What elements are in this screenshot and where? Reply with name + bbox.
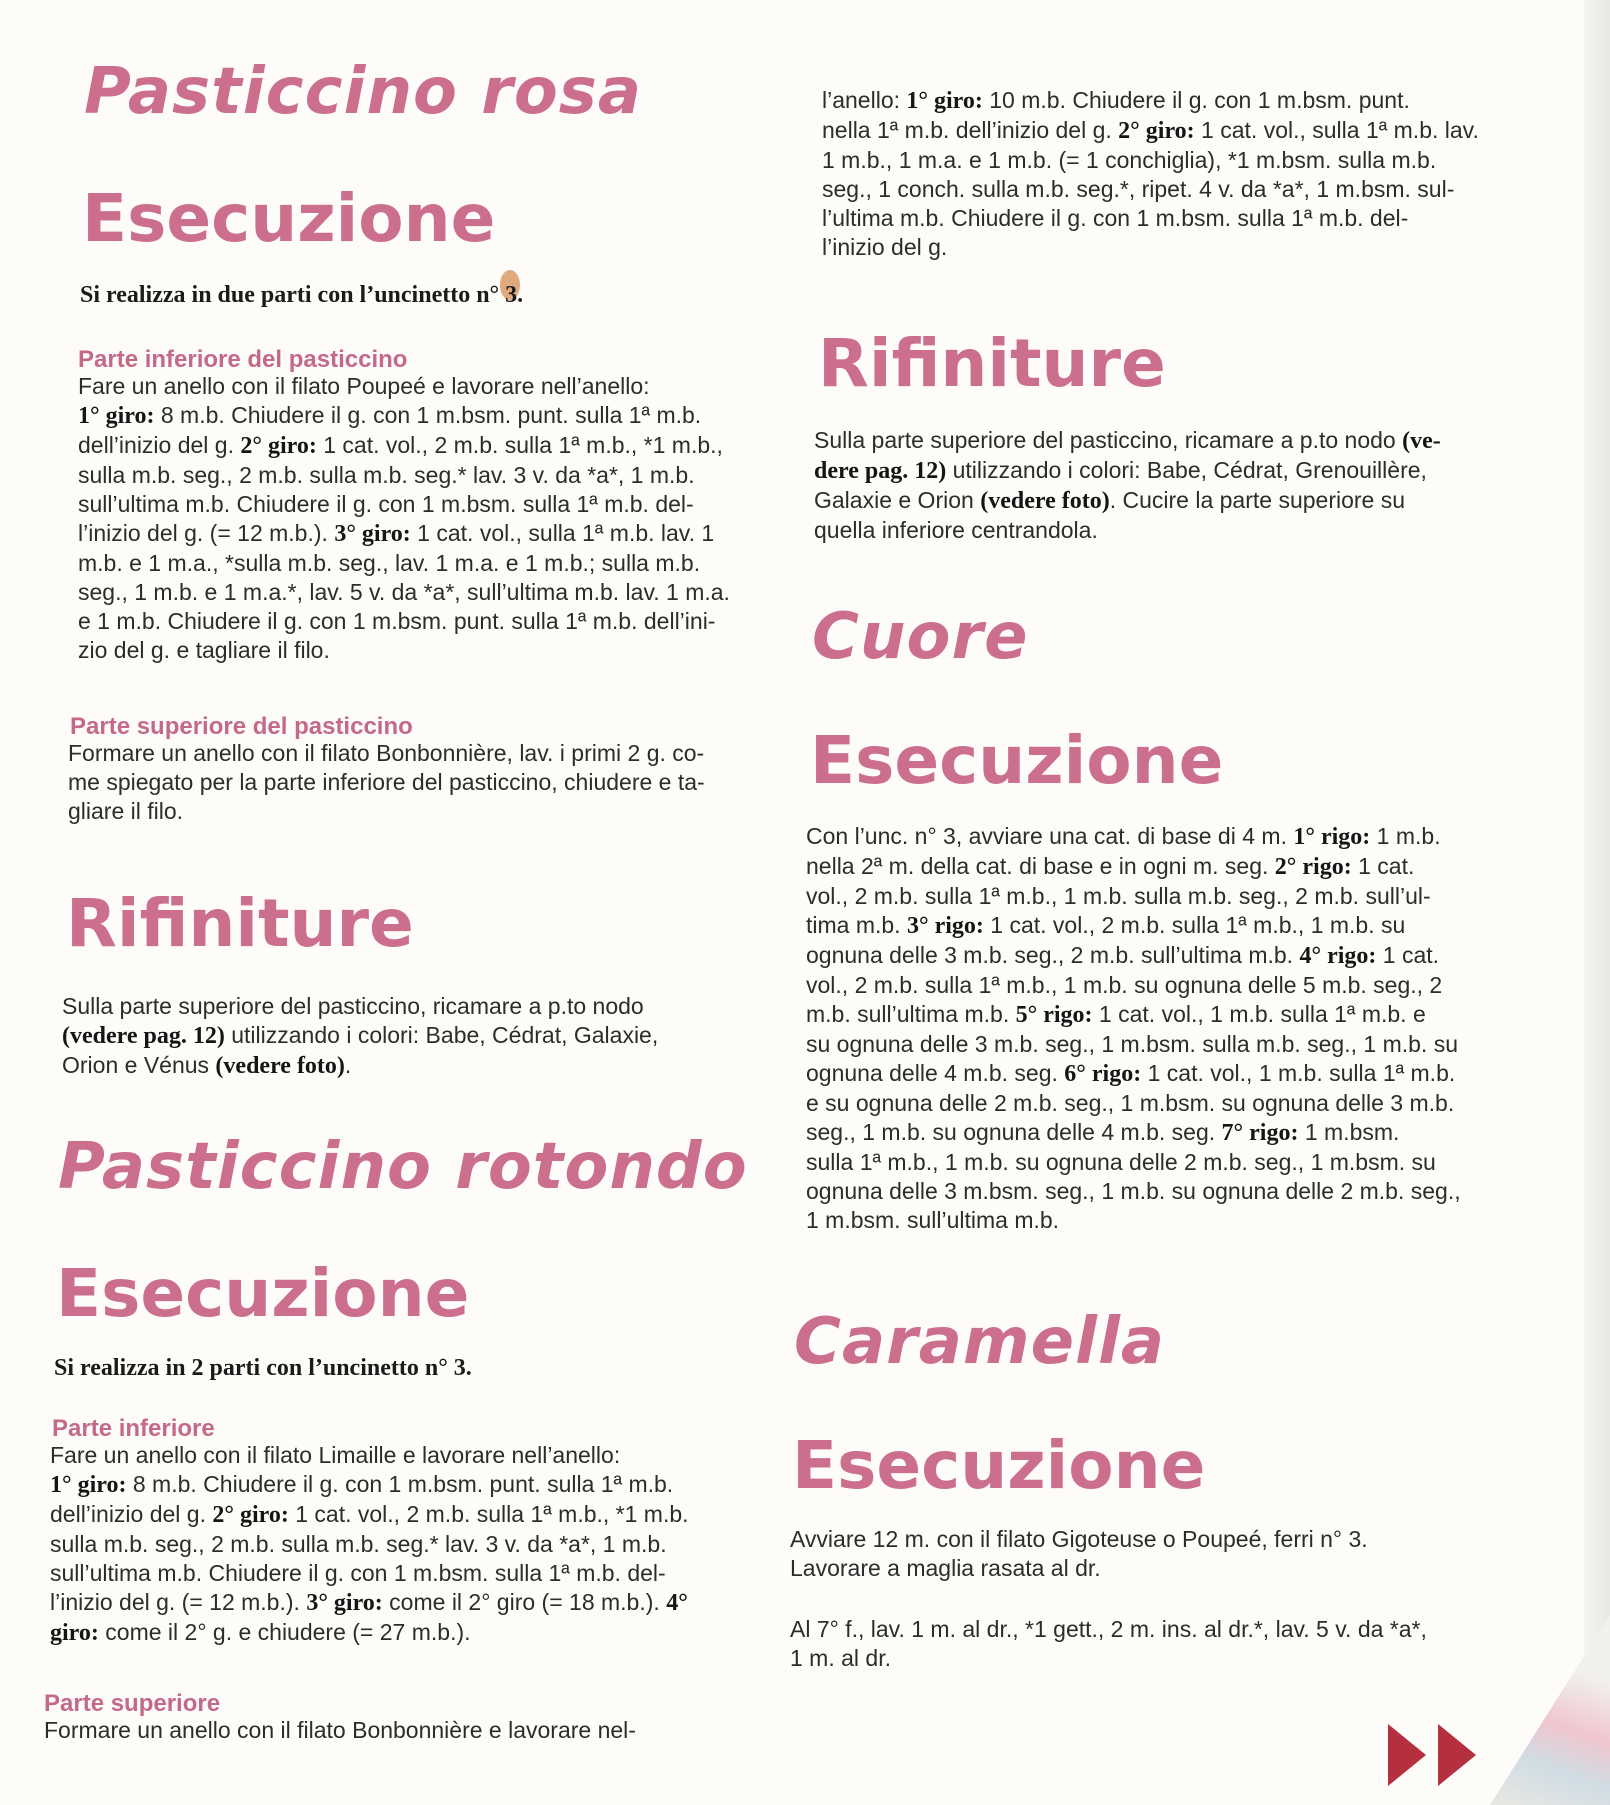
para-parte-superiore-1: Formare un anello con il filato Bonbonnière, lav. i primi 2 g. co- me spiegato per la parte inferiore del pasticcino, chiudere e ta- gliare il filo. (68, 740, 705, 824)
para-rifiniture-1: Sulla parte superiore del pasticcino, ricamare a p.to nodo (vedere pag. 12) utilizzando i colori: Babe, Cédrat, Galaxie, Orion e Vénus (vedere foto). (62, 993, 659, 1079)
title-pasticcino-rotondo: Pasticcino rotondo (58, 1130, 748, 1204)
lead-due-parti: Si realizza in due parti con l’uncinetto n° 3. (80, 282, 524, 308)
title-cuore: Cuore (812, 600, 1029, 674)
title-pasticcino-rosa: Pasticcino rosa (84, 55, 643, 129)
para-caramella-2: Al 7° f., lav. 1 m. al dr., *1 gett., 2 m. ins. al dr.*, lav. 5 v. da *a*, 1 m. al dr. (790, 1616, 1427, 1671)
title-caramella: Caramella (794, 1305, 1166, 1379)
double-arrow-right-icon[interactable] (1380, 1720, 1500, 1790)
para-caramella-1: Avviare 12 m. con il filato Gigoteuse o Poupeé, ferri n° 3. Lavorare a maglia rasata al dr. (790, 1526, 1368, 1581)
para-rifiniture-2: Sulla parte superiore del pasticcino, ricamare a p.to nodo (ve- dere pag. 12) utilizzando i colori: Babe, Cédrat, Grenouillère, Galaxie e Orion (vedere foto). Cucire la parte superiore su quella inferiore centrandola. (814, 427, 1441, 543)
sub-parte-superiore: Parte superiore (44, 1690, 221, 1717)
para-cuore: Con l’unc. n° 3, avviare una cat. di base di 4 m. 1° rigo: 1 m.b. nella 2ª m. della cat. di base e in ogni m. seg. 2° rigo: 1 cat. vol., 2 m.b. sulla 1ª m.b., 1 m.b. sulla m.b. seg., 2 m.b. sull’ul- tima m.b. 3° rigo: 1 cat. vol., 2 m.b. sulla 1ª m.b., 1 m.b. su ognuna delle 3 m.b. seg., 2 m.b. sull’ultima m.b. 4° rigo: 1 cat. vol., 2 m.b. sulla 1ª m.b., 1 m.b. su ognuna delle 5 m.b. seg., 2 m.b. sull’ultima m.b. 5° rigo: 1 cat. vol., 1 m.b. sulla 1ª m.b. e su ognuna delle 3 m.b. seg., 1 m.bsm. sulla m.b. seg., 1 m.b. su ognuna delle 4 m.b. seg. 6° rigo: 1 cat. vol., 1 m.b. sulla 1ª m.b. e su ognuna delle 2 m.b. seg., 1 m.bsm. su ognuna delle 3 m.b. seg., 1 m.b. su ognuna delle 4 m.b. seg. 7° rigo: 1 m.bsm. sulla 1ª m.b., 1 m.b. su ognuna delle 2 m.b. seg., 1 m.bsm. su ognuna delle 3 m.bsm. seg., 1 m.b. su ognuna delle 2 m.b. seg., 1 m.bsm. sull’ultima m.b. (806, 823, 1461, 1233)
heading-esecuzione-1: Esecuzione (82, 180, 496, 257)
heading-esecuzione-3: Esecuzione (810, 722, 1224, 799)
para-parte-superiore-2: Formare un anello con il filato Bonbonnière e lavorare nel- (44, 1717, 636, 1743)
heading-esecuzione-2: Esecuzione (56, 1255, 470, 1332)
sub-parte-inferiore-pasticcino: Parte inferiore del pasticcino (78, 346, 408, 373)
sub-parte-superiore-pasticcino: Parte superiore del pasticcino (70, 713, 413, 740)
para-parte-inferiore-1: Fare un anello con il filato Poupeé e lavorare nell’anello: 1° giro: 8 m.b. Chiudere il g. con 1 m.bsm. punt. sulla 1ª m.b. dell’inizio del g. 2° giro: 1 cat. vol., 2 m.b. sulla 1ª m.b., *1 m.b., sulla m.b. seg., 2 m.b. sulla m.b. seg.* lav. 3 v. da *a*, 1 m.b. sull’ultima m.b. Chiudere il g. con 1 m.bsm. sulla 1ª m.b. del- l’inizio del g. (= 12 m.b.). 3° giro: 1 cat. vol., sulla 1ª m.b. lav. 1 m.b. e 1 m.a., *sulla m.b. seg., lav. 1 m.a. e 1 m.b.; sulla m.b. seg., 1 m.b. e 1 m.a.*, lav. 5 v. da *a*, sull’ultima m.b. lav. 1 m.a. e 1 m.b. Chiudere il g. con 1 m.bsm. punt. sulla 1ª m.b. dell’ini- zio del g. e tagliare il filo. (78, 373, 730, 663)
para-parte-inferiore-2: Fare un anello con il filato Limaille e lavorare nell’anello: 1° giro: 8 m.b. Chiudere il g. con 1 m.bsm. punt. sulla 1ª m.b. dell’inizio del g. 2° giro: 1 cat. vol., 2 m.b. sulla 1ª m.b., *1 m.b. sulla m.b. seg., 2 m.b. sulla m.b. seg.* lav. 3 v. da *a*, 1 m.b. sull’ultima m.b. Chiudere il g. con 1 m.bsm. sulla 1ª m.b. del- l’inizio del g. (= 12 m.b.). 3° giro: come il 2° giro (= 18 m.b.). 4° giro: come il 2° g. e chiudere (= 27 m.b.). (50, 1442, 689, 1646)
lead-2-parti: Si realizza in 2 parti con l’uncinetto n° 3. (54, 1355, 472, 1381)
heading-rifiniture-2: Rifiniture (818, 325, 1166, 402)
sub-parte-inferiore: Parte inferiore (52, 1415, 215, 1442)
page-edge (1584, 0, 1610, 1805)
heading-rifiniture-1: Rifiniture (66, 885, 414, 962)
heading-esecuzione-4: Esecuzione (792, 1427, 1206, 1504)
para-continuation: l’anello: 1° giro: 10 m.b. Chiudere il g. con 1 m.bsm. punt. nella 1ª m.b. dell’inizio del g. 2° giro: 1 cat. vol., sulla 1ª m.b. lav. 1 m.b., 1 m.a. e 1 m.b. (= 1 conchiglia), *1 m.bsm. sulla m.b. seg., 1 conch. sulla m.b. seg.*, ripet. 4 v. da *a*, 1 m.bsm. sul- l’ultima m.b. Chiudere il g. con 1 m.bsm. sulla 1ª m.b. del- l’inizio del g. (822, 87, 1479, 260)
